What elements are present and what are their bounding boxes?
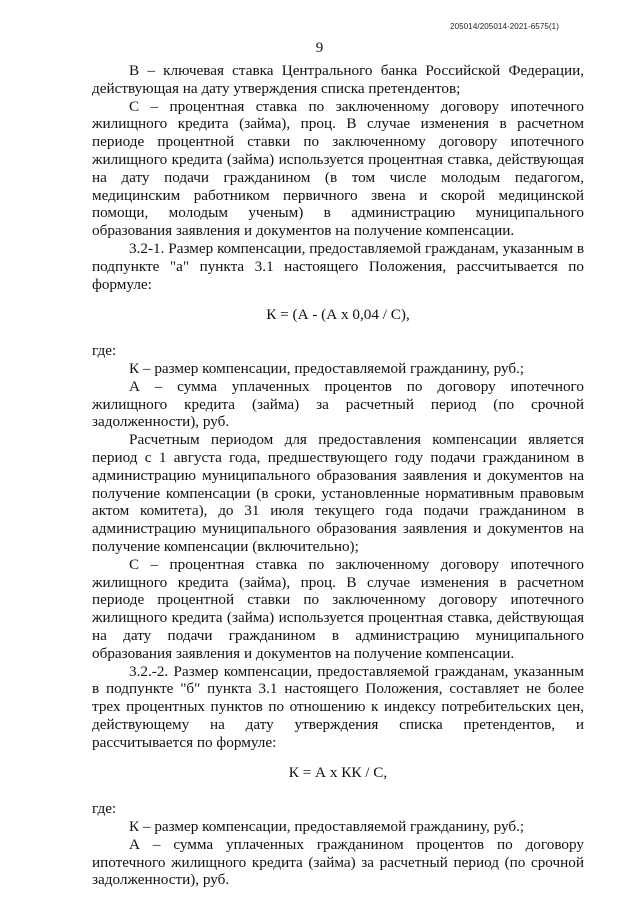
paragraph-def-k-2: К – размер компенсации, предоставляемой гражданину, руб.; <box>129 818 525 836</box>
where-label-2: где: <box>92 800 117 818</box>
paragraph-rate-c: С – процентная ставка по заключенному договору ипотечного жилищного кредита (займа), проц. В случае изменения в расчетном периоде процентной ставки по заключенному договору ипотечного жилищного кредита (займа) используется процентная ставка, действующая на дату подачи гражданином (в том числе молодым педагогом, медицинским работником первичного звена и скорой медицинской помощи, молодым ученым) в администрацию муниципального образования заявления и документов на получение компенсации. <box>92 97 584 240</box>
page-number: 9 <box>315 40 324 56</box>
paragraph-3-2-2: 3.2.-2. Размер компенсации, предоставляемой гражданам, указанным в подпункте "б" пункта 3.1 настоящего Положения, составляет не более трех процентных пунктов по отношению к индексу потребительских цен, действующему на дату утверждения списка претендентов, и рассчитывается по формуле: <box>92 662 584 751</box>
document-id: 205014/205014-2021-6575(1) <box>450 22 559 31</box>
paragraph-def-k-1: К – размер компенсации, предоставляемой гражданину, руб.; <box>129 359 525 377</box>
formula-2: К = А х КК / С, <box>288 764 388 782</box>
paragraph-def-c-2: С – процентная ставка по заключенному договору ипотечного жилищного кредита (займа), проц. В случае изменения в расчетном периоде процентной ставки по заключенному договору ипотечного жилищного кредита (займа) используется процентная ставка, действующая на дату подачи гражданином в администрацию муниципального образования заявления и документов на получение компенсации. <box>92 555 584 662</box>
paragraph-rate-b: В – ключевая ставка Центрального банка Российской Федерации, действующая на дату утверждения списка претендентов; <box>92 62 584 97</box>
paragraph-def-a-1: А – сумма уплаченных процентов по договору ипотечного жилищного кредита (займа) за расчетный период (по срочной задолженности), руб. <box>92 377 584 431</box>
paragraph-def-a-2: А – сумма уплаченных гражданином процентов по договору ипотечного жилищного кредита (займа) за расчетный период (по срочной задолженности), руб. <box>92 835 584 889</box>
document-body <box>92 62 584 889</box>
paragraph-3-2-1: 3.2-1. Размер компенсации, предоставляемой гражданам, указанным в подпункте "а" пункта 3.1 настоящего Положения, рассчитывается по формуле: <box>92 239 584 293</box>
formula-1: К = (А - (А х 0,04 / С), <box>266 306 410 324</box>
paragraph-settlement-period: Расчетным периодом для предоставления компенсации является период с 1 августа года, предшествующего году подачи гражданином в администрацию муниципального образования заявления и документов на получение компенсации (в сроки, установленные нормативным правовым актом комитета), до 31 июля текущего года подачи гражданином в администрацию муниципального образования заявления и документов на получение компенсации (включительно); <box>92 431 584 555</box>
where-label-1: где: <box>92 342 117 360</box>
